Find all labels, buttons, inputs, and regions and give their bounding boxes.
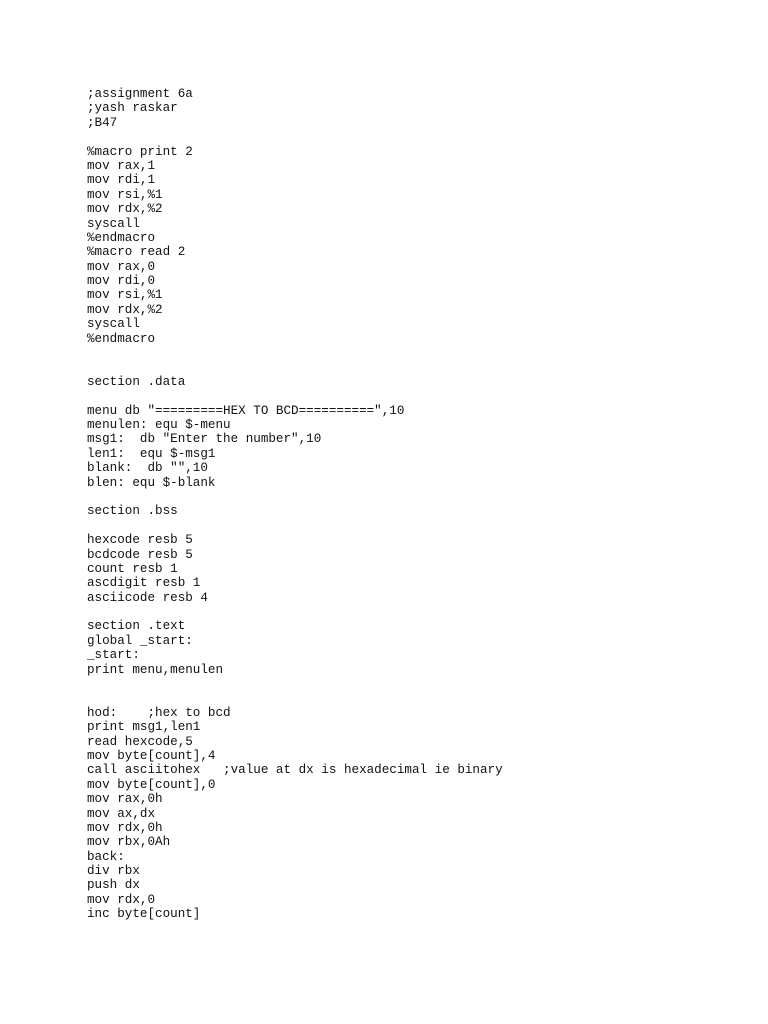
code-line: mov rdx,%2 [87, 302, 163, 317]
blank-line [87, 130, 503, 144]
blank-line [87, 346, 503, 360]
code-line: push dx [87, 878, 140, 893]
code-line: %endmacro [87, 331, 156, 346]
code-line: section .bss [87, 504, 178, 519]
code-line: msg1: db "Enter the number",10 [87, 432, 322, 447]
blank-line [87, 360, 503, 374]
code-line: mov rbx,0Ah [87, 835, 171, 850]
code-line: hexcode resb 5 [87, 533, 193, 548]
code-line: _start: [87, 648, 140, 663]
blank-line [87, 389, 503, 403]
assembly-source-code [87, 87, 503, 922]
code-line: menulen: equ $-menu [87, 417, 231, 432]
code-line: ;assignment 6a [87, 87, 193, 101]
code-line: call asciitohex ;value at dx is hexadecimal ie binary [87, 763, 503, 778]
code-line: div rbx [87, 864, 140, 879]
code-line: %endmacro [87, 230, 156, 245]
code-line: syscall [87, 317, 140, 332]
code-line: section .text [87, 619, 186, 634]
code-line: len1: equ $-msg1 [87, 446, 216, 461]
code-line: inc byte[count] [87, 907, 201, 922]
code-line: mov rdx,%2 [87, 202, 163, 217]
code-line: %macro print 2 [87, 144, 193, 159]
code-line: mov rdx,0h [87, 820, 163, 835]
blank-line [87, 605, 503, 619]
code-line: syscall [87, 216, 140, 231]
code-line: mov byte[count],0 [87, 777, 216, 792]
code-line: print msg1,len1 [87, 720, 201, 735]
code-line: count resb 1 [87, 561, 178, 576]
code-line: mov rdi,0 [87, 274, 156, 289]
code-line: mov rdi,1 [87, 173, 156, 188]
code-line: blank: db "",10 [87, 461, 208, 476]
code-line: bcdcode resb 5 [87, 547, 193, 562]
code-line: asciicode resb 4 [87, 590, 208, 605]
code-line: global _start: [87, 633, 193, 648]
blank-line [87, 691, 503, 705]
code-line: mov rax,0 [87, 259, 156, 274]
code-line: ascdigit resb 1 [87, 576, 201, 591]
code-line: mov rsi,%1 [87, 187, 163, 202]
code-line: mov ax,dx [87, 806, 156, 821]
code-line: mov rax,0h [87, 792, 163, 807]
blank-line [87, 677, 503, 691]
code-line: menu db "=========HEX TO BCD==========",10 [87, 403, 405, 418]
code-line: mov rax,1 [87, 158, 156, 173]
code-line: mov rdx,0 [87, 892, 156, 907]
code-line: mov byte[count],4 [87, 748, 216, 763]
code-line: print menu,menulen [87, 662, 224, 677]
code-line: blen: equ $-blank [87, 475, 216, 490]
code-line: ;yash raskar [87, 101, 178, 116]
code-line: %macro read 2 [87, 245, 186, 260]
code-line: read hexcode,5 [87, 734, 193, 749]
code-line: back: [87, 849, 125, 864]
code-line: hod: ;hex to bcd [87, 705, 231, 720]
blank-line [87, 519, 503, 533]
code-line: ;B47 [87, 115, 118, 130]
blank-line [87, 490, 503, 504]
code-line: mov rsi,%1 [87, 288, 163, 303]
code-line: section .data [87, 374, 186, 389]
